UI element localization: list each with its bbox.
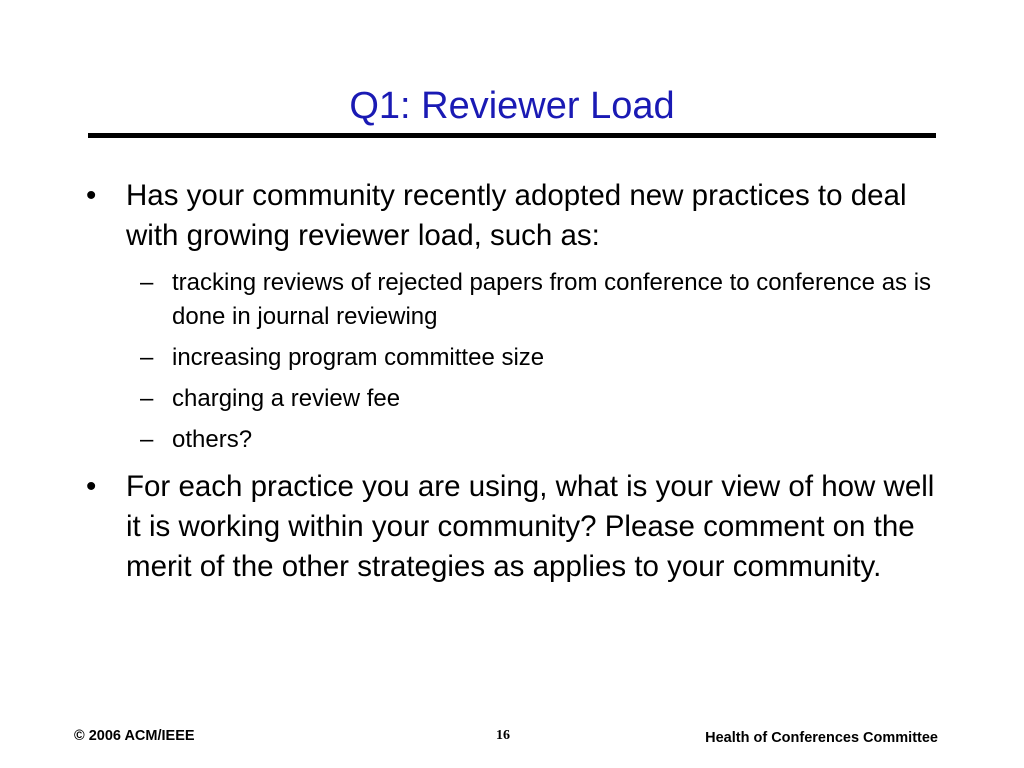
sub-bullet-list (136, 266, 946, 457)
dash-icon: – (140, 385, 154, 412)
bullet-icon: • (86, 470, 97, 503)
sub-bullet-item (136, 423, 946, 457)
sub-bullet-text: tracking reviews of rejected papers from conference to conference as is done in journal reviewing (172, 269, 932, 330)
bullet-item (86, 176, 946, 457)
footer-copyright: © 2006 ACM/IEEE (74, 728, 195, 744)
sub-bullet-text: increasing program committee size (172, 344, 545, 371)
sub-bullet-text: charging a review fee (172, 385, 401, 412)
title-underline-rule (88, 133, 936, 138)
sub-bullet-item (136, 341, 946, 375)
bullet-text: Has your community recently adopted new practices to deal with growing reviewer load, such as: (126, 179, 907, 252)
footer-committee: Health of Conferences Committee (705, 730, 938, 746)
slide-content (86, 176, 946, 587)
sub-bullet-text: others? (172, 426, 253, 453)
bullet-text: For each practice you are using, what is your view of how well it is working within your community? Please comment on the merit of the other strategies as applies to your community. (126, 470, 935, 583)
bullet-icon: • (86, 179, 97, 212)
footer-page-number: 16 (496, 728, 510, 743)
dash-icon: – (140, 344, 154, 371)
slide-title: Q1: Reviewer Load (349, 85, 675, 127)
sub-bullet-item (136, 382, 946, 416)
sub-bullet-item (136, 266, 946, 334)
dash-icon: – (140, 426, 154, 453)
dash-icon: – (140, 269, 154, 296)
bullet-item (86, 467, 946, 587)
